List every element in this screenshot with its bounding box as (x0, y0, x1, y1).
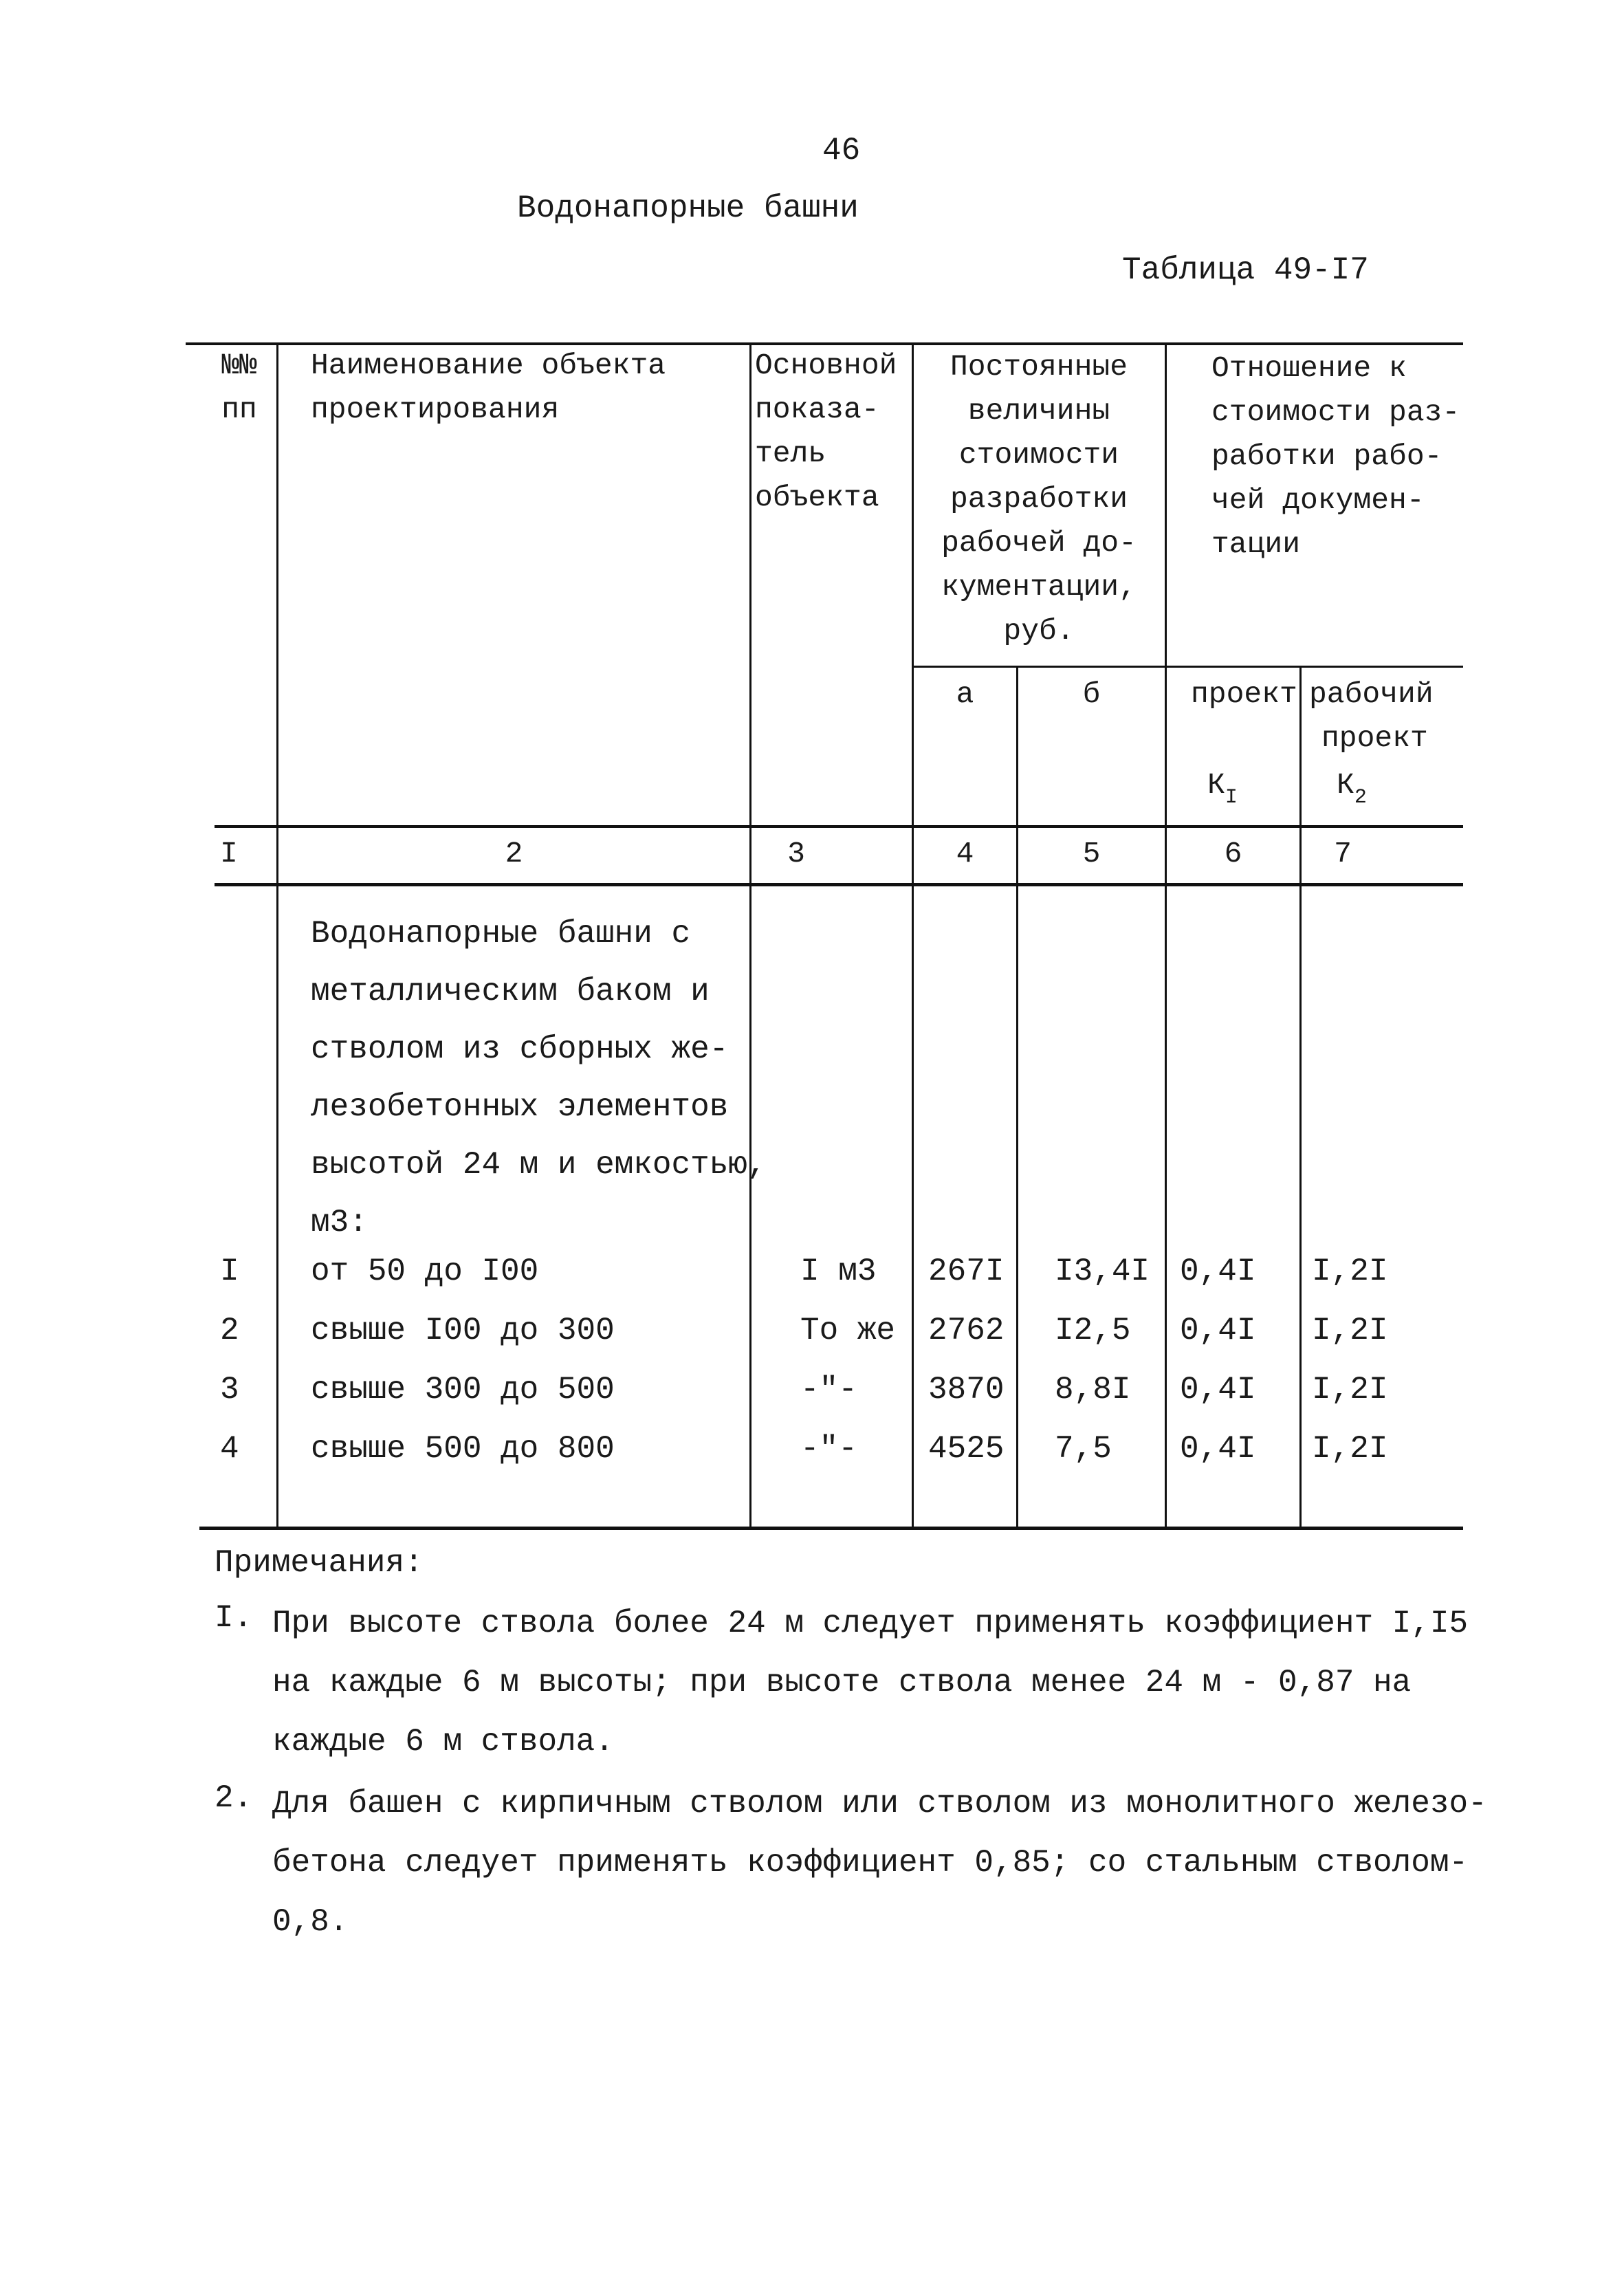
header-name-line: Наименование объекта (311, 349, 666, 382)
note-line: бетона следует применять коэффициент 0,85; со стальным стволом- (272, 1845, 1469, 1881)
group-title-line: лезобетонных элементов (311, 1089, 729, 1125)
header-constants-line: кументации, (941, 570, 1137, 604)
table-bottom-rule (199, 1527, 1463, 1530)
row-value-a: 267I (928, 1254, 1005, 1289)
header-ratio-line: чей докумен- (1211, 483, 1425, 517)
header-num (219, 344, 260, 432)
header-indicator-line: объекта (755, 481, 879, 514)
header-name-line: проектирования (311, 393, 560, 426)
header-constants-line: Постоянные (950, 350, 1128, 384)
group-title (311, 905, 767, 1251)
header-indicator-line: тель (755, 437, 826, 470)
row-name: свыше I00 до 300 (311, 1313, 615, 1348)
page-number: 46 (822, 133, 861, 168)
header-constants (919, 345, 1159, 653)
header-ratio-line: работки рабо- (1211, 439, 1442, 473)
col-divider-4 (1016, 666, 1018, 1527)
row-value-a: 2762 (928, 1313, 1005, 1348)
header-ratio-line: тации (1211, 527, 1301, 561)
header-constants-line: рабочей до- (941, 526, 1137, 560)
group-title-line: стволом из сборных же- (311, 1031, 729, 1067)
group-title-line: металлическим баком и (311, 974, 710, 1009)
subheader-k1 (1207, 770, 1238, 808)
column-numbers-rule (215, 883, 1463, 886)
subheader-k1-index: I (1225, 786, 1238, 809)
row-name: от 50 до I00 (311, 1254, 539, 1289)
header-num-line: №№ (221, 349, 257, 382)
notes-title: Примечания: (215, 1545, 424, 1581)
section-title: Водонапорные башни (517, 190, 859, 226)
row-value-a: 4525 (928, 1431, 1005, 1467)
header-constants-line: стоимости (958, 438, 1119, 472)
header-indicator (755, 344, 897, 520)
row-indicator: -"- (800, 1431, 857, 1467)
row-k2: I,2I (1312, 1313, 1388, 1348)
subheader-a: а (956, 677, 974, 711)
table-label: Таблица 49-I7 (1122, 252, 1369, 288)
row-num: 2 (220, 1313, 239, 1348)
note-line: 0,8. (272, 1904, 349, 1940)
note-text (272, 1594, 1468, 1771)
subheader-k1-word: проект (1191, 677, 1297, 711)
col-divider-5 (1165, 342, 1167, 1527)
subheader-k2-symbol: К (1337, 768, 1354, 802)
column-number: 4 (956, 837, 974, 871)
header-name (311, 344, 666, 432)
row-k2: I,2I (1312, 1431, 1388, 1467)
col-divider-3 (912, 342, 914, 1527)
subheader-k2-word2: проект (1321, 721, 1428, 755)
row-value-b: 7,5 (1055, 1431, 1112, 1467)
row-indicator: -"- (800, 1372, 857, 1408)
header-constants-line: величины (967, 394, 1110, 428)
header-ratio-line: Отношение к (1211, 351, 1407, 385)
row-k1: 0,4I (1180, 1313, 1256, 1348)
column-number: 6 (1224, 837, 1242, 871)
column-number: 3 (787, 837, 805, 871)
row-k1: 0,4I (1180, 1254, 1256, 1289)
header-constants-line: руб. (1003, 614, 1075, 648)
row-name: свыше 300 до 500 (311, 1372, 615, 1408)
column-number: 7 (1334, 837, 1352, 871)
subheader-rule (912, 666, 1463, 668)
header-bottom-rule (215, 825, 1463, 828)
subheader-k2 (1337, 770, 1367, 808)
row-k1: 0,4I (1180, 1372, 1256, 1408)
row-k1: 0,4I (1180, 1431, 1256, 1467)
row-k2: I,2I (1312, 1254, 1388, 1289)
note-line: на каждые 6 м высоты; при высоте ствола менее 24 м - 0,87 на (272, 1665, 1412, 1701)
subheader-b: б (1082, 677, 1101, 711)
row-value-b: I3,4I (1055, 1254, 1150, 1289)
column-number: 2 (505, 837, 523, 871)
note-number: 2. (215, 1780, 253, 1816)
header-constants-line: разработки (950, 482, 1128, 516)
row-k2: I,2I (1312, 1372, 1388, 1408)
row-num: I (220, 1254, 239, 1289)
row-value-a: 3870 (928, 1372, 1005, 1408)
group-title-line: м3: (311, 1205, 368, 1240)
note-line: каждые 6 м ствола. (272, 1724, 614, 1760)
note-line: При высоте ствола более 24 м следует применять коэффициент I,I5 (272, 1606, 1469, 1641)
group-title-line: Водонапорные башни с (311, 916, 691, 952)
row-value-b: I2,5 (1055, 1313, 1131, 1348)
header-ratio-line: стоимости раз- (1211, 395, 1460, 429)
row-num: 3 (220, 1372, 239, 1408)
subheader-k2-index: 2 (1354, 786, 1367, 809)
col-divider-1 (276, 342, 278, 1527)
subheader-k1-symbol: К (1207, 768, 1225, 802)
note-number: I. (215, 1600, 253, 1636)
group-title-line: высотой 24 м и емкостью, (311, 1147, 767, 1183)
row-value-b: 8,8I (1055, 1372, 1131, 1408)
header-num-line: пп (221, 393, 257, 426)
row-num: 4 (220, 1431, 239, 1467)
col-divider-6 (1299, 666, 1302, 1527)
row-indicator: I м3 (800, 1254, 877, 1289)
header-indicator-line: Основной (755, 349, 897, 382)
subheader-k2-word1: рабочий (1309, 677, 1434, 711)
header-ratio (1211, 347, 1460, 567)
column-number: I (220, 837, 238, 871)
note-text (272, 1774, 1487, 1952)
note-line: Для башен с кирпичным стволом или стволом из монолитного железо- (272, 1786, 1487, 1822)
row-name: свыше 500 до 800 (311, 1431, 615, 1467)
column-number: 5 (1082, 837, 1101, 871)
row-indicator: То же (800, 1313, 896, 1348)
header-indicator-line: показа- (755, 393, 879, 426)
